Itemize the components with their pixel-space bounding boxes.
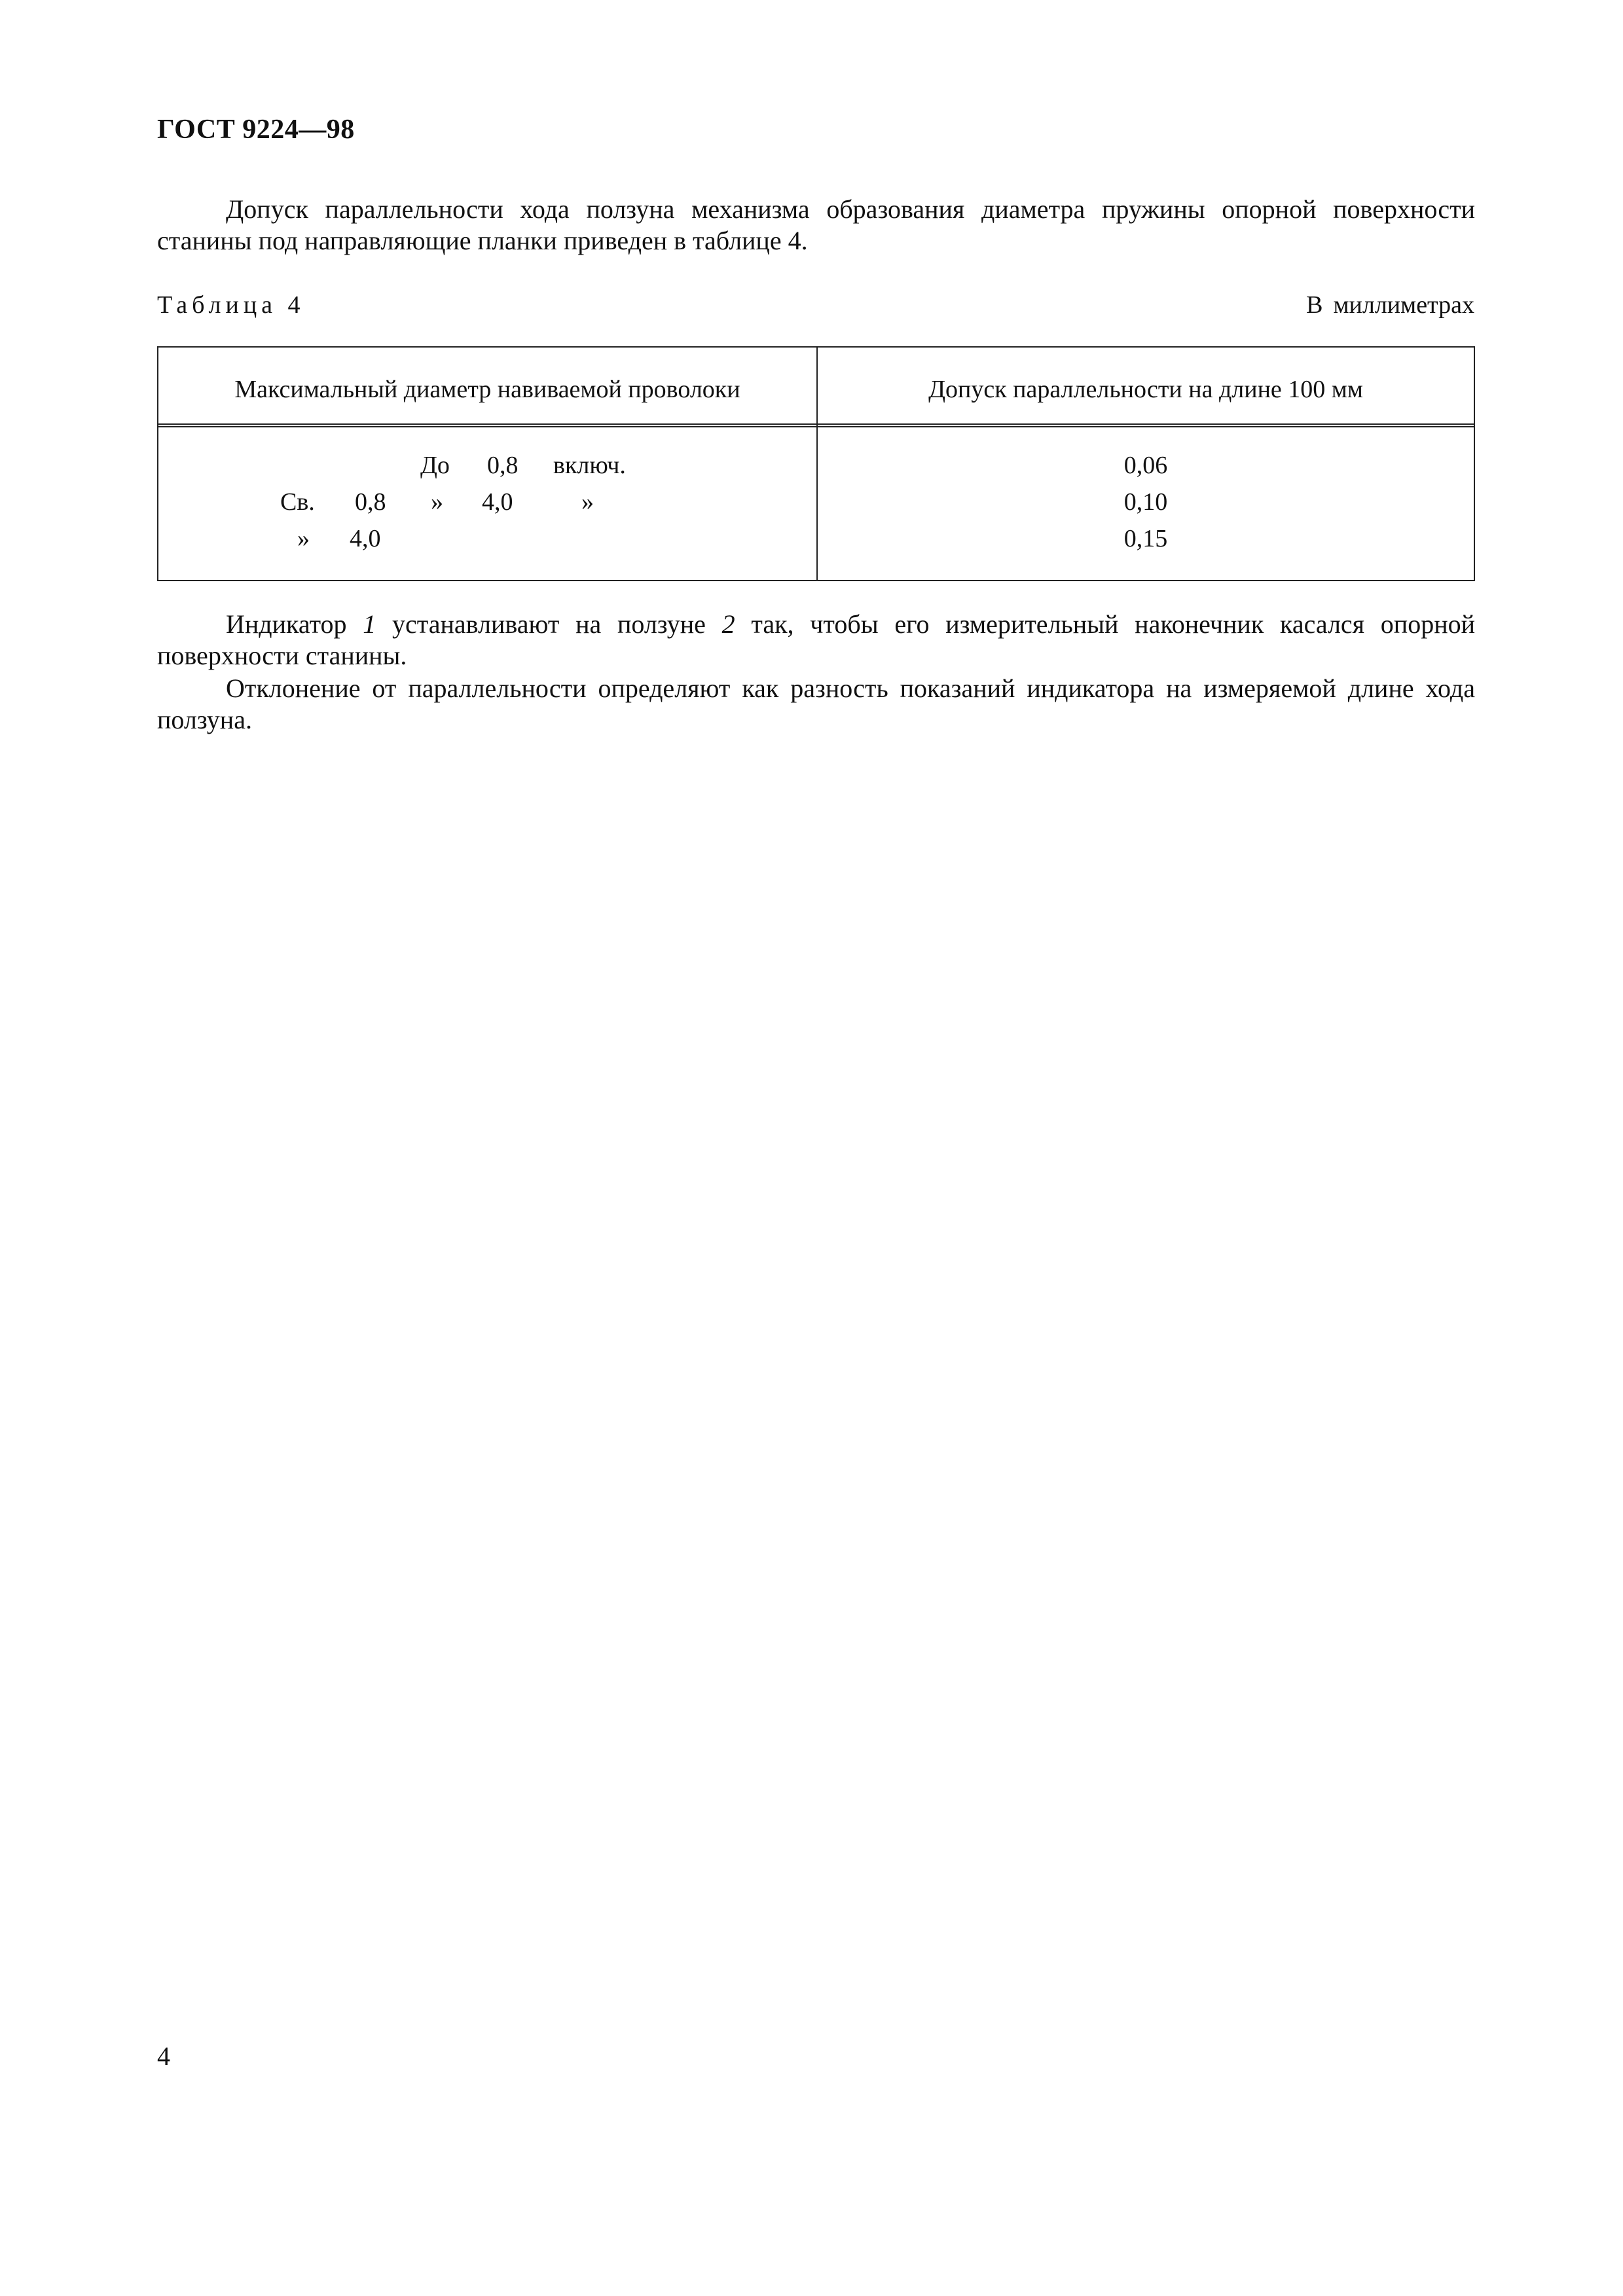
row2-mid: » — [431, 488, 443, 516]
row2-value: 0,10 — [1123, 488, 1168, 516]
row1-suffix: включ. — [553, 452, 626, 479]
row2-prefix: Св. — [280, 488, 315, 516]
document-header: ГОСТ 9224—98 — [157, 115, 355, 145]
header-diameter: Максимальный диаметр навиваемой проволоки — [234, 376, 740, 403]
table-caption: Таблица 4 — [157, 291, 305, 319]
page-number: 4 — [157, 2041, 170, 2071]
table-units — [1296, 291, 1474, 319]
para2-part2: устанавливают на ползуне — [376, 609, 722, 639]
units-word: миллиметрах — [1333, 291, 1474, 319]
tolerance-table — [157, 346, 1475, 581]
row3-prefix: » — [297, 525, 310, 552]
intro-paragraph: Допуск параллельности хода ползуна механизма образования диаметра пружины опорной поверхности станины под направляющие планки приведен в таблице 4. — [157, 194, 1475, 255]
units-prefix: В — [1306, 291, 1323, 319]
row1-value: 0,06 — [1123, 452, 1168, 479]
header-tolerance: Допуск параллельности на длине 100 мм — [928, 376, 1363, 403]
deviation-paragraph: Отклонение от параллельности определяют как разность показаний индикатора на измеряемой длине хода ползуна. — [157, 673, 1475, 734]
row1-from: 0,8 — [487, 452, 519, 479]
row2-to: 4,0 — [482, 488, 513, 516]
para2-part3: так, чтобы его измерительный наконечник касался опорной поверхности станины. — [157, 609, 1476, 670]
row1-prefix: До — [420, 452, 450, 479]
para2-part1: Индикатор — [226, 609, 363, 639]
row3-value: 0,15 — [1123, 525, 1168, 552]
row3-from: 4,0 — [350, 525, 381, 552]
header-separator — [158, 423, 1474, 427]
indicator-number: 1 — [363, 609, 376, 639]
row2-suffix: » — [581, 488, 594, 516]
indicator-paragraph — [157, 609, 1475, 672]
slider-number: 2 — [721, 609, 735, 639]
row2-from: 0,8 — [355, 488, 386, 516]
